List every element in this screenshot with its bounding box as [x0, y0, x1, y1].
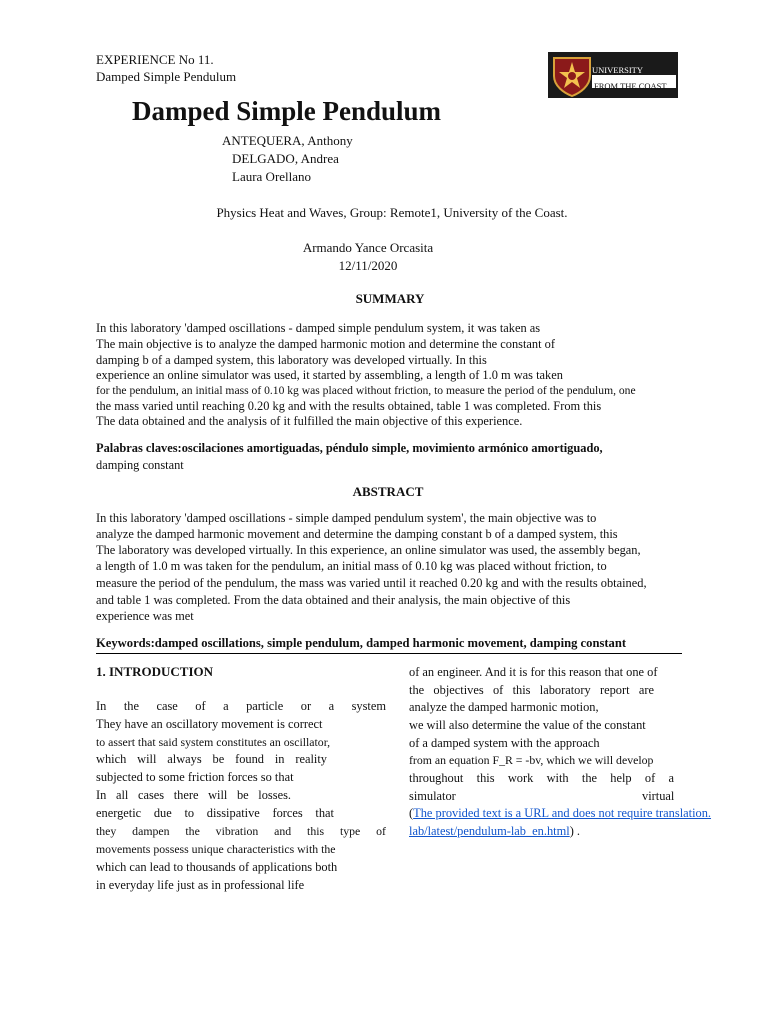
abstract-line: and table 1 was completed. From the data obtained and their analysis, the main objective of this: [96, 593, 571, 607]
abstract-line: analyze the damped harmonic movement and determine the damping constant b of a damped system, this: [96, 527, 618, 541]
logo-line-2: FROM THE COAST: [594, 81, 667, 91]
intro-left-line: subjected to some friction forces so that: [96, 770, 294, 784]
summary-heading: SUMMARY: [355, 291, 425, 306]
intro-right-line: virtual: [642, 789, 675, 803]
logo-line-1: UNIVERSITY: [592, 65, 676, 76]
intro-left-line: movements possess unique characteristics with the: [96, 842, 336, 856]
intro-right-line: the objectives of this laboratory report are: [409, 683, 654, 697]
summary-line: The main objective is to analyze the damped harmonic motion and determine the constant of: [96, 337, 555, 351]
keywords-es-label: Palabras claves:: [96, 441, 182, 455]
summary-line: for the pendulum, an initial mass of 0.10 kg was placed without friction, to measure the period of the pendulum, one: [96, 384, 636, 397]
summary-line: The data obtained and the analysis of it fulfilled the main objective of this experience.: [96, 414, 523, 428]
intro-right-line: simulator: [409, 789, 456, 803]
keywords-es-tail: damping constant: [96, 458, 184, 472]
link-open-paren: (: [409, 806, 414, 820]
intro-left-line: which can lead to thousands of applications both: [96, 860, 338, 874]
abstract-line: In this laboratory 'damped oscillations - simple damped pendulum system', the main objective was to: [96, 511, 597, 525]
page-title: Damped Simple Pendulum: [132, 96, 442, 126]
intro-left-line: energetic due to dissipative forces that: [96, 806, 334, 820]
intro-left-line: in everyday life just as in professional life: [96, 878, 305, 892]
shield-icon: [550, 52, 594, 98]
affiliation: Physics Heat and Waves, Group: Remote1, University of the Coast.: [216, 205, 568, 220]
experience-number: EXPERIENCE No 11.: [96, 52, 214, 67]
section-divider: [96, 653, 682, 654]
author-3: Laura Orellano: [232, 169, 312, 184]
summary-line: the mass varied until reaching 0.20 kg and with the results obtained, table 1 was completed. From this: [96, 399, 602, 413]
date: 12/11/2020: [338, 258, 398, 273]
abstract-heading: ABSTRACT: [352, 484, 424, 499]
intro-left-line: to assert that said system constitutes an oscillator,: [96, 735, 331, 749]
intro-right-line: throughout this work with the help of a: [409, 771, 674, 785]
keywords-es-terms: oscilaciones amortiguadas, péndulo simple, movimiento armónico amortiguado,: [181, 441, 603, 455]
link-close-paren: ) .: [569, 824, 581, 838]
abstract-line: a length of 1.0 m was taken for the pendulum, an initial mass of 0.10 kg was placed without friction, to: [96, 559, 607, 573]
intro-right-line: of an engineer. And it is for this reason that one of: [409, 665, 658, 679]
abstract-line: experience was met: [96, 609, 194, 623]
header-subtitle: Damped Simple Pendulum: [96, 69, 237, 84]
intro-left-line: they dampen the vibration and this type of: [96, 824, 386, 838]
summary-line: damping b of a damped system, this laboratory was developed virtually. In this: [96, 353, 487, 367]
intro-right-line: of a damped system with the approach: [409, 736, 600, 750]
intro-link-line: [409, 806, 711, 821]
author-1: ANTEQUERA, Anthony: [222, 133, 353, 148]
university-logo: [548, 52, 678, 98]
author-2: DELGADO, Andrea: [232, 151, 339, 166]
intro-right-line: we will also determine the value of the constant: [409, 718, 646, 732]
professor: Armando Yance Orcasita: [302, 240, 434, 255]
keywords-en: Keywords:damped oscillations, simple pendulum, damped harmonic movement, damping constant: [96, 636, 627, 650]
logo-banner: [592, 76, 676, 91]
intro-left-line: They have an oscillatory movement is correct: [96, 717, 323, 731]
intro-left-line: In the case of a particle or a system: [96, 699, 386, 713]
simulator-link[interactable]: The provided text is a URL and does not require translation.: [413, 806, 712, 820]
summary-line: In this laboratory 'damped oscillations - damped simple pendulum system, it was taken as: [96, 321, 541, 335]
abstract-line: measure the period of the pendulum, the mass was varied until it reached 0.20 kg and with the results obtained,: [96, 576, 647, 590]
abstract-line: The laboratory was developed virtually. In this experience, an online simulator was used, the assembly began,: [96, 543, 641, 557]
intro-link-line-2: [409, 824, 580, 839]
summary-line: experience an online simulator was used, it started by assembling, a length of 1.0 m was taken: [96, 368, 563, 382]
intro-left-line: In all cases there will be losses.: [96, 788, 291, 802]
simulator-link-path[interactable]: lab/latest/pendulum-lab_en.html: [409, 824, 570, 838]
keywords-es: [96, 441, 603, 456]
intro-left-line: which will always be found in reality: [96, 752, 327, 766]
introduction-heading: 1. INTRODUCTION: [96, 664, 214, 679]
intro-right-line: analyze the damped harmonic motion,: [409, 700, 599, 714]
intro-right-line: from an equation F_R = -bv, which we will develop: [409, 753, 654, 767]
